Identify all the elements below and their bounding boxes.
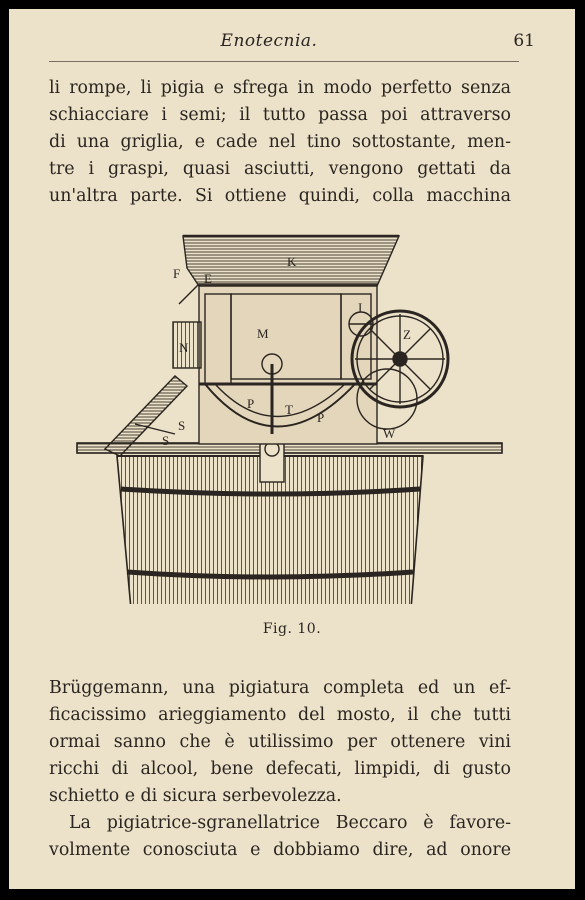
label-f: F (173, 266, 181, 281)
text-line: un'altra parte. Si ottiene quindi, colla macchina (49, 186, 511, 206)
text-line: ricchi di alcool, bene defecati, limpidi, di gusto (49, 759, 511, 779)
label-w: W (383, 426, 396, 441)
paragraph-last (49, 810, 511, 864)
page-number: 61 (513, 31, 535, 51)
paragraph-bottom (49, 675, 511, 810)
text-line: ficacissimo arieggiamento del mosto, il che tutti (49, 705, 511, 725)
label-s-upper: S (178, 418, 186, 433)
label-z: Z (403, 327, 411, 342)
label-n: N (179, 340, 189, 355)
label-s-lower: S (162, 433, 170, 448)
label-e: E (204, 271, 212, 286)
running-title: Enotecnia. (220, 31, 318, 51)
text-line: Brüggemann, una pigiatura completa ed un ef- (49, 678, 511, 698)
text-line: li rompe, li pigia e sfrega in modo perfetto senza (49, 78, 511, 98)
book-page (9, 9, 575, 889)
text-line: volmente conosciuta e dobbiamo dire, ad onore (49, 840, 511, 860)
text-line: tre i graspi, quasi asciutti, vengono gettati da (49, 159, 511, 179)
text-line: di una griglia, e cade nel tino sottostante, men- (49, 132, 511, 152)
paragraph-top (49, 75, 511, 210)
label-t: T (285, 402, 293, 417)
label-p-left: P (247, 396, 255, 411)
running-header (9, 31, 575, 57)
label-i: I (358, 300, 363, 315)
text-line: schiacciare i semi; il tutto passa poi attraverso (49, 105, 511, 125)
crusher-illustration (65, 224, 505, 604)
text-line: schietto e di sicura serbevolezza. (49, 786, 342, 806)
label-k: K (287, 254, 297, 269)
figure-caption: Fig. 10. (262, 621, 322, 637)
header-rule (49, 61, 519, 62)
label-m: M (257, 326, 269, 341)
text-line: La pigiatrice-sgranellatrice Beccaro è favore- (69, 813, 511, 833)
label-p-right: P (317, 410, 325, 425)
text-line: ormai sanno che è utilissimo per ottenere vini (49, 732, 511, 752)
